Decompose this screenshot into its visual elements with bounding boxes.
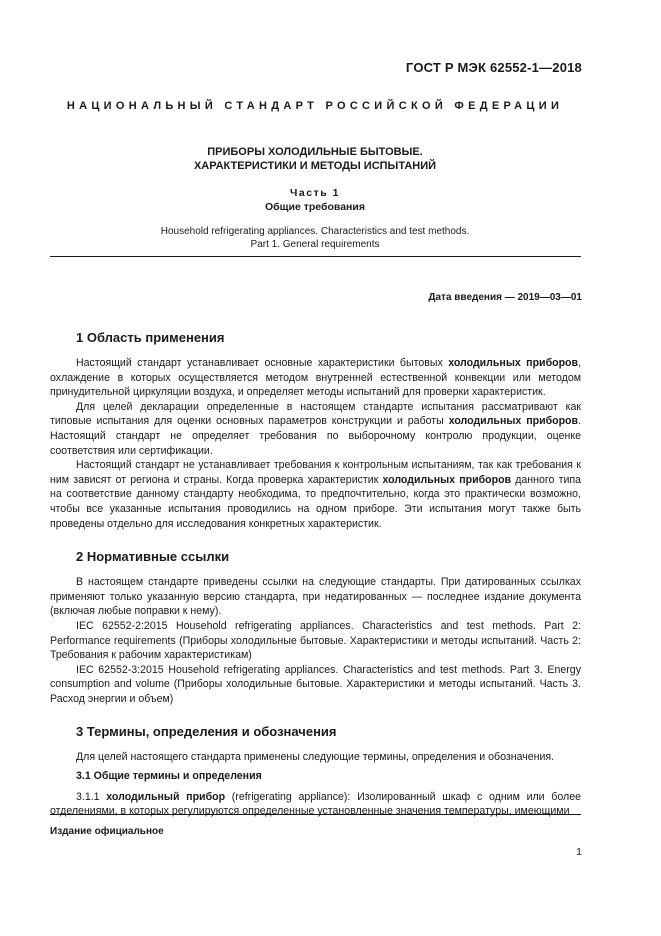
footer-rule — [50, 814, 581, 815]
defined-term: холодильный прибор — [106, 790, 226, 803]
title-line-1: ПРИБОРЫ ХОЛОДИЛЬНЫЕ БЫТОВЫЕ. — [207, 146, 423, 158]
term-bold: холодильных приборов — [448, 357, 579, 369]
section-2-reference-2: IEC 62552-3:2015 Household refrigerating appliances. Characteristics and test methods. Part 3. Energy consumption and volume (Приборы холодильные бытовые. Характеристики и методы испытаний. Часть 3. Расход энергии и объем) — [50, 663, 581, 705]
official-edition-label: Издание официальное — [50, 826, 164, 837]
national-standard-banner: НАЦИОНАЛЬНЫЙ СТАНДАРТ РОССИЙСКОЙ ФЕДЕРАЦИИ — [66, 100, 564, 112]
section-1-heading: 1 Область применения — [76, 330, 225, 345]
section-2-reference-1: IEC 62552-2:2015 Household refrigerating appliances. Characteristics and test methods. Part 2: Performance requirements (Приборы холодильные бытовые. Характеристики и методы испытаний. Часть 2: Требования к рабочим характеристикам) — [50, 619, 581, 662]
section-2-paragraph-1: В настоящем стандарте приведены ссылки на следующие стандарты. При датированных ссылках применяют только указанную версию стандарта, при недатированных — последнее издание документа (включая любые поправки к нему). — [50, 576, 581, 618]
term-bold: холодильных приборов — [382, 473, 512, 486]
definition-3-1-1: 3.1.1 холодильный прибор (refrigerating appliance): Изолированный шкаф с одним или более отделениями, в которых регулируются определенные установленные значения температуры, имеющими — [50, 790, 581, 818]
subsection-3-1-heading: 3.1 Общие термины и определения — [76, 770, 262, 783]
section-3-paragraph-1: Для целей настоящего стандарта применены следующие термины, определения и обозначения. — [76, 751, 555, 764]
section-1-paragraph-1: Настоящий стандарт устанавливает основные характеристики бытовых холодильных приборов, охлаждение в которых осуществляется методом внутренней естественной конвекции или методом принудительной циркуляции воздуха, и определяет методы испытаний для проверки характеристик. — [50, 357, 581, 399]
part-name: Общие требования — [265, 201, 365, 213]
term-bold: холодильных приборов — [448, 415, 579, 428]
part-title — [50, 186, 580, 214]
document-title — [50, 145, 580, 173]
document-body — [50, 330, 581, 819]
section-3-heading: 3 Термины, определения и обозначения — [76, 724, 337, 740]
document-code: ГОСТ Р МЭК 62552-1—2018 — [405, 60, 582, 75]
header-rule — [50, 256, 581, 257]
page-number: 1 — [576, 846, 582, 858]
section-2-heading: 2 Нормативные ссылки — [76, 549, 230, 565]
english-title-line-2: Part 1. General requirements — [250, 239, 380, 250]
title-line-2: ХАРАКТЕРИСТИКИ И МЕТОДЫ ИСПЫТАНИЙ — [193, 160, 437, 172]
part-label: Часть 1 — [290, 187, 340, 199]
section-1-paragraph-2: Для целей декларации определенные в настоящем стандарте испытания рассматривают как типовые испытания для оценки основных параметров конструкции и работы холодильных приборов. Настоящий стандарт не определяет требования по выборочному контролю продукции, оценке соответствия или сертификации. — [50, 400, 581, 457]
english-title-line-1: Household refrigerating appliances. Characteristics and test methods. — [160, 226, 470, 237]
section-1-paragraph-3: Настоящий стандарт не устанавливает требования к контрольным испытаниям, так как требования к ним зависят от региона и страны. Когда проверка характеристик холодильных приборов данного типа на соответствие данному стандарту необходима, то предпочтительно, когда это практически возможно, чтобы все указанные испытания проводились на одном приборе. Эти испытания могут также быть проведены отдельно для исследования конкретных характеристик. — [50, 459, 581, 530]
english-title — [50, 225, 580, 251]
introduction-date: Дата введения — 2019—03—01 — [428, 292, 582, 303]
